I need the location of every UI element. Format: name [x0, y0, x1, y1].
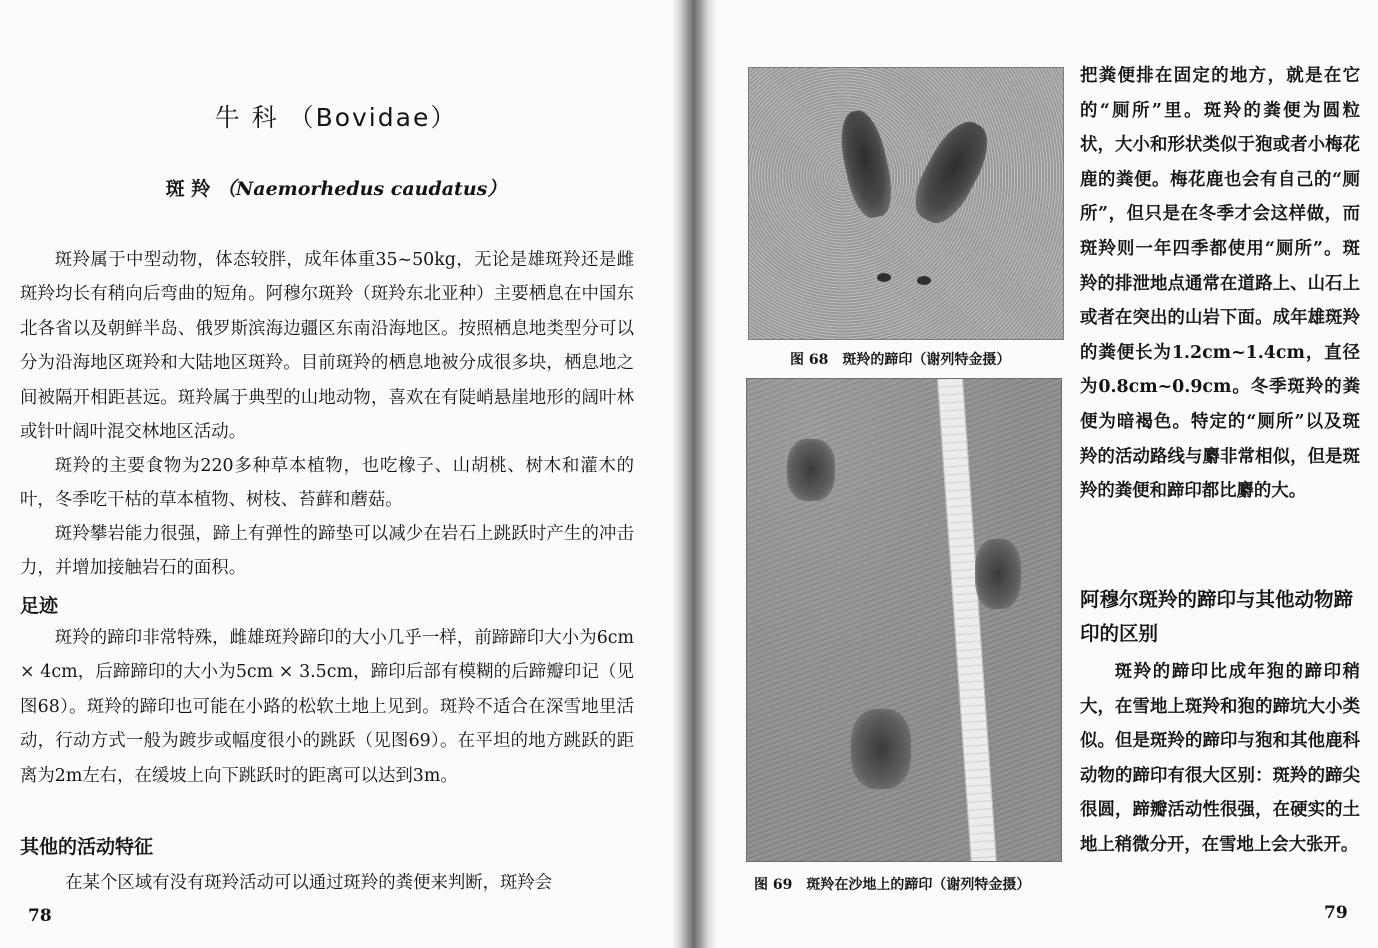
left-page: [0, 0, 672, 948]
page-number-right: 79: [1324, 903, 1348, 923]
measuring-tape: [937, 378, 998, 862]
right-page: [716, 0, 1378, 948]
paragraph-droppings-continued: 把粪便排在固定的地方，就是在它的“厕所”里。斑羚的粪便为圆粒状，大小和形状类似于狍或者小梅花鹿的粪便。梅花鹿也会有自己的“厕所”，但只是在冬季才会这样做，而斑羚则一年四季都使用“厕所”。斑羚的排泄地点通常在道路上、山石上或者在突出的山岩下面。成年雄斑羚的粪便长为1.2cm~1.4cm，直径为0.8cm~0.9cm。冬季斑羚的粪便为暗褐色。特定的“厕所”以及斑羚的活动路线与麝非常相似，但是斑羚的粪便和蹄印都比麝的大。: [1080, 66, 1360, 502]
dewclaw-mark: [917, 276, 931, 285]
hoof-print-right: [905, 113, 1000, 232]
paragraph-tracks: 斑羚的蹄印非常特殊，雌雄斑羚蹄印的大小几乎一样，前蹄蹄印大小为6cm × 4cm，后蹄蹄印的大小为5cm × 3.5cm，蹄印后部有模糊的后蹄瓣印记（见图68）。斑羚的蹄印也可能在小路的松软土地上见到。斑羚不适合在深雪地里活动，行动方式一般为踱步或幅度很小的跳跃（见图69）。在平坦的地方跳跃的距离为2m左右，在缓坡上向下跳跃时的距离可以达到3m。: [20, 628, 634, 786]
sand-hoof-print: [851, 709, 911, 789]
paragraph-description: 斑羚属于中型动物，体态较胖，成年体重35~50kg，无论是雄斑羚还是雌斑羚均长有稍向后弯曲的短角。阿穆尔斑羚（斑羚东北亚种）主要栖息在中国东北各省以及朝鲜半岛、俄罗斯滨海边疆区东南沿海地区。按照栖息地类型分可以分为沿海地区斑羚和大陆地区斑羚。目前斑羚的栖息地被分成很多块，栖息地之间被隔开相距甚远。斑羚属于典型的山地动物，喜欢在有陡峭悬崖地形的阔叶林或针叶阔叶混交林地区活动。: [20, 250, 634, 443]
heading-other-signs: 其他的活动特征: [20, 836, 154, 858]
heading-tracks: 足迹: [20, 595, 59, 617]
book-gutter: [672, 0, 716, 948]
paragraph-diet: 斑羚的主要食物为220多种草本植物，也吃橡子、山胡桃、树木和灌木的叶，冬季吃干枯的草本植物、树枝、苔藓和蘑菇。: [20, 456, 634, 511]
heading-track-comparison: 阿穆尔斑羚的蹄印与其他动物蹄印的区别: [1080, 588, 1354, 645]
hoof-print-left: [834, 107, 898, 221]
species-title: [0, 174, 672, 201]
figure-69-caption: 图 69 斑羚在沙地上的蹄印（谢列特金摄）: [754, 877, 1031, 893]
page-number-left: 78: [28, 906, 52, 926]
figure-68-photo: [748, 67, 1064, 340]
figure-69-photo: [746, 378, 1062, 862]
family-title: 牛 科 （Bovidae）: [214, 103, 458, 132]
species-name-cn: 斑 羚: [165, 178, 211, 200]
species-name-latin: （Naemorhedus caudatus）: [216, 178, 507, 200]
dewclaw-mark: [877, 273, 891, 282]
sand-hoof-print: [787, 439, 835, 501]
paragraph-climbing: 斑羚攀岩能力很强，蹄上有弹性的蹄垫可以减少在岩石上跳跃时产生的冲击力，并增加接触岩石的面积。: [20, 524, 634, 579]
figure-68-caption: 图 68 斑羚的蹄印（谢列特金摄）: [790, 352, 1011, 368]
paragraph-droppings-start: 在某个区域有没有斑羚活动可以通过斑羚的粪便来判断，斑羚会: [65, 873, 553, 893]
paragraph-track-comparison: 斑羚的蹄印比成年狍的蹄印稍大，在雪地上斑羚和狍的蹄坑大小类似。但是斑羚的蹄印与狍和其他鹿科动物的蹄印有很大区别：斑羚的蹄尖很圆，蹄瓣活动性很强，在硬实的土地上稍微分开，在雪地上会大张开。: [1080, 662, 1360, 855]
sand-hoof-print: [975, 539, 1021, 609]
